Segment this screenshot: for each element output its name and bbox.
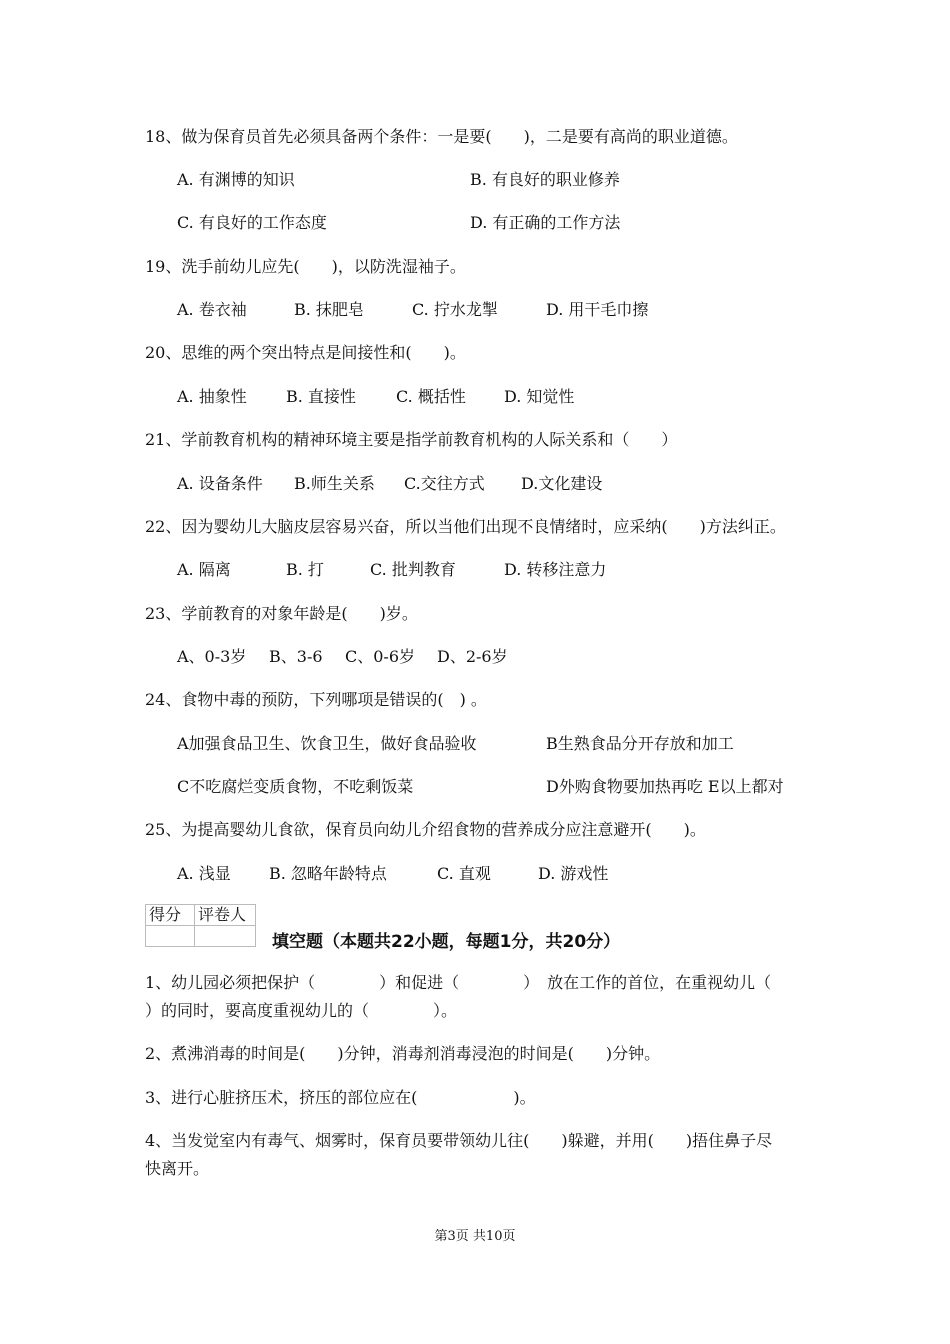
question-21-stem: 21、学前教育机构的精神环境主要是指学前教育机构的人际关系和（ ） <box>145 430 678 449</box>
question-23-option-a: A、0-3岁 <box>177 647 247 666</box>
question-21-option-b: B.师生关系 <box>294 474 375 493</box>
score-header: 得分 <box>146 905 195 926</box>
question-18-option-d: D. 有正确的工作方法 <box>470 213 621 232</box>
fill-question-1-line-2: ）的同时，要高度重视幼儿的（ ）。 <box>145 1001 458 1020</box>
question-24-option-c: C不吃腐烂变质食物，不吃剩饭菜 <box>177 777 414 796</box>
question-18-option-c: C. 有良好的工作态度 <box>177 213 327 232</box>
question-21-option-c: C.交往方式 <box>404 474 485 493</box>
question-25-option-b: B. 忽略年龄特点 <box>269 864 387 883</box>
question-22-option-b: B. 打 <box>286 560 324 579</box>
question-25-option-c: C. 直观 <box>437 864 491 883</box>
question-23-option-d: D、2-6岁 <box>437 647 508 666</box>
page-footer: 第3页 共10页 <box>434 1229 516 1244</box>
grader-header: 评卷人 <box>195 905 256 926</box>
question-19-stem: 19、洗手前幼儿应先( )，以防洗湿袖子。 <box>145 257 466 276</box>
question-21-option-a: A. 设备条件 <box>177 474 263 493</box>
question-25-stem: 25、为提高婴幼儿食欲，保育员向幼儿介绍食物的营养成分应注意避开( )。 <box>145 820 706 839</box>
question-18-stem: 18、做为保育员首先必须具备两个条件：一是要( )，二是要有高尚的职业道德。 <box>145 127 738 146</box>
question-19-option-d: D. 用干毛巾擦 <box>546 300 649 319</box>
question-22-option-d: D. 转移注意力 <box>504 560 607 579</box>
question-23-option-c: C、0-6岁 <box>345 647 416 666</box>
fill-question-4-line-2: 快离开。 <box>145 1159 210 1178</box>
question-21-option-d: D.文化建设 <box>521 474 603 493</box>
question-19-option-b: B. 抹肥皂 <box>294 300 364 319</box>
question-24-option-b: B生熟食品分开存放和加工 <box>546 734 734 753</box>
question-24-option-a: A加强食品卫生、饮食卫生，做好食品验收 <box>177 734 477 753</box>
fill-question-4-line-1: 4、当发觉室内有毒气、烟雾时，保育员要带领幼儿往( )躲避，并用( )捂住鼻子尽 <box>145 1131 773 1150</box>
question-19-option-c: C. 拧水龙掣 <box>412 300 498 319</box>
question-24-option-d: D外购食物要加热再吃 E以上都对 <box>546 777 784 796</box>
score-table <box>145 904 256 947</box>
question-22-option-c: C. 批判教育 <box>370 560 456 579</box>
question-22-stem: 22、因为婴幼儿大脑皮层容易兴奋，所以当他们出现不良情绪时，应采纳( )方法纠正。 <box>145 517 786 536</box>
score-cell[interactable] <box>146 926 195 947</box>
question-19-option-a: A. 卷衣袖 <box>177 300 247 319</box>
fill-question-3: 3、进行心脏挤压术，挤压的部位应在( )。 <box>145 1088 536 1107</box>
question-23-option-b: B、3-6 <box>269 647 323 666</box>
question-25-option-d: D. 游戏性 <box>538 864 609 883</box>
question-22-option-a: A. 隔离 <box>177 560 231 579</box>
fill-question-1-line-1: 1、幼儿园必须把保护（ ）和促进（ ） 放在工作的首位，在重视幼儿（ <box>145 973 772 992</box>
question-25-option-a: A. 浅显 <box>177 864 231 883</box>
question-20-option-d: D. 知觉性 <box>504 387 575 406</box>
grader-cell[interactable] <box>195 926 256 947</box>
fill-question-2: 2、煮沸消毒的时间是( )分钟，消毒剂消毒浸泡的时间是( )分钟。 <box>145 1044 661 1063</box>
question-20-option-b: B. 直接性 <box>286 387 356 406</box>
question-20-option-a: A. 抽象性 <box>177 387 247 406</box>
question-18-option-b: B. 有良好的职业修养 <box>470 170 620 189</box>
question-20-option-c: C. 概括性 <box>396 387 466 406</box>
question-18-option-a: A. 有渊博的知识 <box>177 170 295 189</box>
question-23-stem: 23、学前教育的对象年龄是( )岁。 <box>145 604 418 623</box>
section-title: 填空题（本题共22小题，每题1分，共20分） <box>272 932 621 952</box>
question-24-stem: 24、食物中毒的预防，下列哪项是错误的( ) 。 <box>145 690 487 709</box>
question-20-stem: 20、思维的两个突出特点是间接性和( )。 <box>145 343 466 362</box>
